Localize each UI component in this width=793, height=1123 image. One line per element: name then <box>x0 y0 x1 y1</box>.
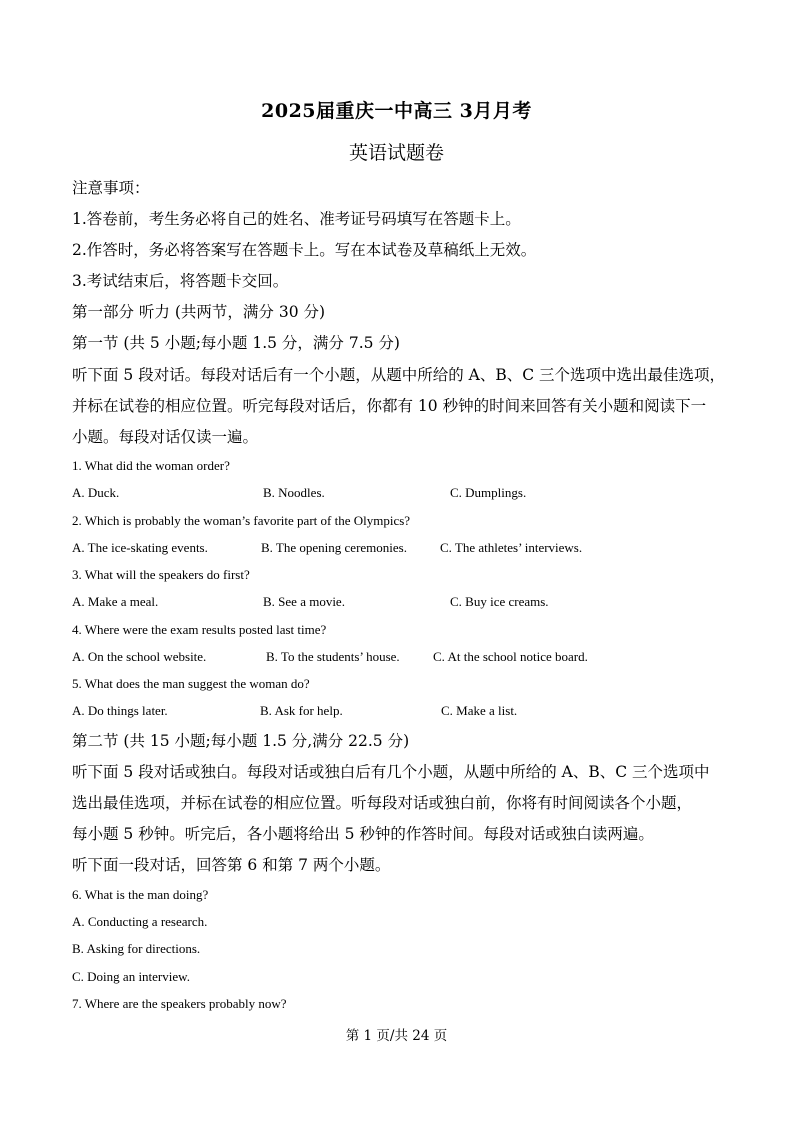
notice-item: 2.作答时，务必将答案写在答题卡上。写在本试卷及草稿纸上无效。 <box>72 241 537 259</box>
option-c: C. At the school notice board. <box>433 649 588 664</box>
page-title: 2025届重庆一中高三 3月月考 <box>261 100 532 122</box>
notice-heading: 注意事项： <box>72 179 150 197</box>
part-heading: 第一部分 听力 (共两节，满分 30 分) <box>72 303 326 321</box>
dialogue-intro: 听下面一段对话，回答第 6 和第 7 两个小题。 <box>72 856 391 874</box>
notice-item: 3.考试结束后，将答题卡交回。 <box>72 272 289 290</box>
page-number: 第 1 页/共 24 页 <box>345 1028 448 1044</box>
notice-item: 1.答卷前，考生务必将自己的姓名、准考证号码填写在答题卡上。 <box>72 210 521 228</box>
section-instructions: 小题。每段对话仅读一遍。 <box>72 428 259 446</box>
option-b: B. Ask for help. <box>260 703 343 718</box>
option-b: B. See a movie. <box>263 594 345 609</box>
option-c: C. Make a list. <box>441 703 518 718</box>
option-a: A. Make a meal. <box>72 594 159 609</box>
page-subtitle: 英语试题卷 <box>348 142 444 164</box>
option-a: A. Do things later. <box>72 703 168 718</box>
option-c: C. Buy ice creams. <box>450 594 549 609</box>
section-instructions: 听下面 5 段对话或独白。每段对话或独白后有几个小题，从题中所给的 A、B、C 三个选项中 <box>72 763 710 781</box>
question-text: 6. What is the man doing? <box>72 887 209 902</box>
section-instructions: 选出最佳选项，并标在试卷的相应位置。听每段对话或独白前，你将有时间阅读各个小题， <box>72 794 693 812</box>
option-a: A. Conducting a research. <box>72 914 208 929</box>
question-text: 3. What will the speakers do first? <box>72 567 250 582</box>
section-heading: 第一节 (共 5 小题;每小题 1.5 分，满分 7.5 分) <box>72 334 400 352</box>
section-instructions: 每小题 5 秒钟。听完后，各小题将给出 5 秒钟的作答时间。每段对话或独白读两遍。 <box>72 825 654 843</box>
option-b: B. Noodles. <box>263 485 325 500</box>
option-c: C. The athletes’ interviews. <box>440 540 583 555</box>
option-a: A. Duck. <box>72 485 120 500</box>
section-instructions: 并标在试卷的相应位置。听完每段对话后，你都有 10 秒钟的时间来回答有关小题和阅读下一 <box>72 397 707 415</box>
question-text: 4. Where were the exam results posted last time? <box>72 622 327 637</box>
question-text: 2. Which is probably the woman’s favorite part of the Olympics? <box>72 513 411 528</box>
section-heading: 第二节 (共 15 小题;每小题 1.5 分,满分 22.5 分) <box>72 732 410 750</box>
option-c: C. Dumplings. <box>450 485 527 500</box>
question-text: 1. What did the woman order? <box>72 458 230 473</box>
question-text: 5. What does the man suggest the woman do? <box>72 676 310 691</box>
option-a: A. On the school website. <box>72 649 207 664</box>
question-text: 7. Where are the speakers probably now? <box>72 996 287 1011</box>
option-b: B. To the students’ house. <box>266 649 400 664</box>
option-a: A. The ice-skating events. <box>72 540 208 555</box>
section-instructions: 听下面 5 段对话。每段对话后有一个小题，从题中所给的 A、B、C 三个选项中选出最佳选项， <box>72 366 726 384</box>
option-b: B. The opening ceremonies. <box>261 540 407 555</box>
option-b: B. Asking for directions. <box>72 941 201 956</box>
option-c: C. Doing an interview. <box>72 969 190 984</box>
